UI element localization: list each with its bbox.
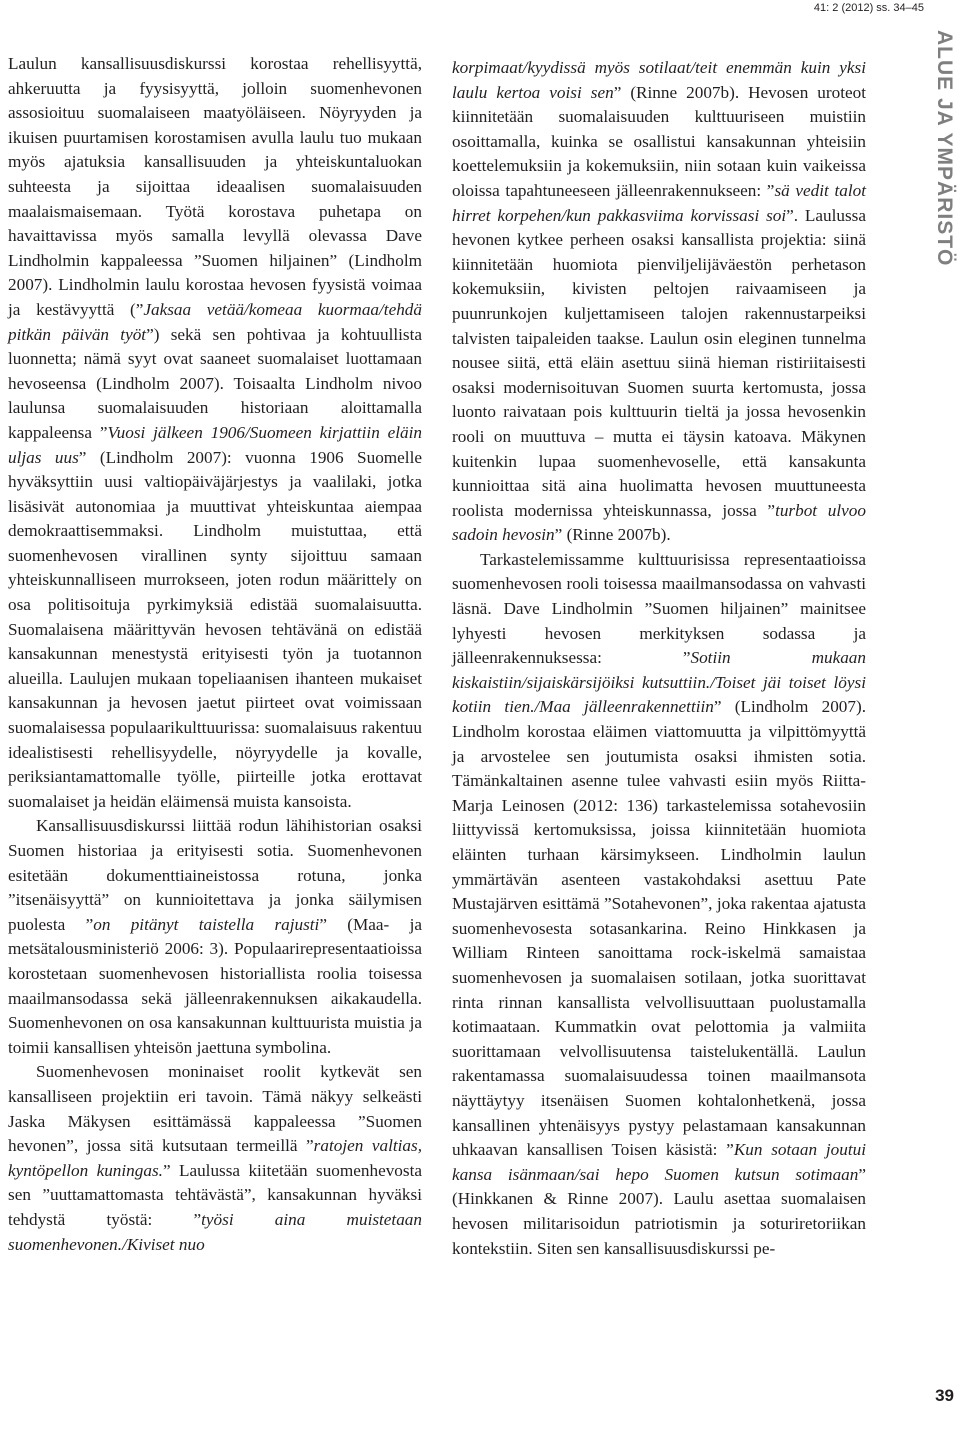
body-paragraph	[452, 56, 866, 548]
journal-citation: 41: 2 (2012) ss. 34–45	[813, 2, 924, 14]
text-run: ”) sekä sen pohtivaa ja kohtuullista luonnetta; nämä syyt ovat saaneet suomalaiset luottamaan hevoseensa (Lindholm 2007). Toisaalta Lindholm nivoo laulunsa suomalaisuuden historiaan aloittamalla kappaleensa ”	[8, 324, 422, 442]
text-run: ” (Rinne 2007b).	[554, 525, 671, 545]
text-run: Kansallisuusdiskurssi liittää rodun lähihistorian osaksi Suomen historiaa ja erityisesti sotia. Suomenhevonen esitetään dokumenttiaineistossa rotuna, jonka ”itsenäisyyttä” on kunnioitettava ja jonka säilymisen puolesta ”	[8, 816, 422, 934]
quoted-lyric: turbot ulvoo sadoin hevosin	[452, 500, 866, 545]
quoted-lyric: Kun sotaan joutui kansa isänmaan/sai hepo Suomen kutsun sotimaan	[452, 1140, 866, 1184]
body-paragraph	[452, 548, 866, 1261]
quoted-lyric: on pitänyt taistella rajusti	[93, 914, 320, 934]
text-run: Tarkastelemissamme kulttuurisissa representaatioissa suomenhevosen rooli toisessa maailmansodassa on vahvasti läsnä. Dave Lindholmin ”Suomen hiljainen” mainitsee lyhyesti hevosen merkityksen sodassa ja jälleenrakennuksessa: ”	[452, 549, 866, 668]
text-run: ” (Lindholm 2007). Lindholm korostaa eläimen viattomuutta ja vilpittömyyttä ja arvostelee sen joutumista osaksi ihmisten sotia. Tämänkaltainen asenne tulee vahvasti esiin myös Riitta-Marja Leinosen (2012: 136) tarkastelemissa sotahevosiin liittyvissä kertomuksissa, joissa kiinnitetään huomiota eläinten turhaan kärsimykseen. Lindholmin laulun ymmärtävän asenteen vastakohdaksi asettuu Pate Mustajärven esittämä ”Sotahevonen”, joka rakentaa ajatusta suomenhevosesta sotasankarina. Reino Hinkkasen ja William Rinteen sanoittama rock-iskelmä samaistaa suomenhevosen ja suomalaisen sotilaan, jotka suorittavat rinta rinnan kansallista velvollisuuttaan puolustamalla kotimaataan. Kummatkin ovat pelottomia ja valmiita suorittamaan velvollisuutensa taistelukentällä. Laulun rakentamassa suomalaisuudessa toinen maailmansota näyttäytyy itsenäisen Suomen kohtalonhetkenä, jossa kansallinen yhtenäisyys pystyy pelastamaan kansakunnan uhkaavan kansallisen Toisen käsistä: ”	[452, 697, 866, 1160]
quoted-lyric: Vuosi jälkeen 1906/Suomeen kirjattiin eläin uljas uus	[8, 422, 422, 467]
body-paragraph	[8, 1060, 422, 1257]
right-text-column	[452, 56, 866, 1261]
quoted-lyric: sä vedit talot hirret korpehen/kun pakkasviima korvissasi soi	[452, 180, 866, 225]
text-run: ” Laulussa kiitetään suomenhevosta sen ”uuttamattomasta tehtävästä”, kansakunnan hyväksi tehdystä työstä: ”	[8, 1160, 422, 1229]
quoted-lyric: Jaksaa vetää/komeaa kuormaa/tehdä pitkän päivän työt	[8, 299, 422, 344]
text-run: Suomenhevosen moninaiset roolit kytkevät sen kansalliseen projektiin eri tavoin. Tämä näkyy selkeästi Jaska Mäkysen esittämässä kappaleessa ”Suomen hevonen”, jossa sitä kutsutaan termeillä ”	[8, 1062, 422, 1156]
text-run: ” (Hinkkanen & Rinne 2007). Laulu asettaa suomalaisen hevosen militarisoidun patriotismin ja soturiretoriikan kontekstiin. Siten sen kansallisuusdiskurssi pe-	[452, 1164, 866, 1258]
body-paragraph	[8, 814, 422, 1060]
quoted-lyric: korpimaat/kyydissä myös sotilaat/teit enemmän kuin yksi laulu kertoa voisi sen	[452, 58, 866, 102]
text-run: Laulun kansallisuusdiskurssi korostaa rehellisyyttä, ahkeruutta ja fyysisyyttä, jolloin suomenhevonen assosioituu suomalaiseen maatyöläiseen. Nöyryyden ja ikuisen puurtamisen korostamisen avulla laulu tuo mukaan myös ajatuksia kansallisuuden ja yhteiskuntaluokan suhteesta ja sijoittaa ideaalisen suomalaisuuden maalaismaisemaan. Työtä korostava puhetapa on havaittavissa myös samalla levyllä olevassa Dave Lindholmin kappaleessa ”Suomen hiljainen” (Lindholm 2007). Lindholmin laulu korostaa hevosen fyysistä voimaa ja kestävyyttä (”	[8, 54, 422, 319]
quoted-lyric: työsi aina muistetaan suomenhevonen./Kiviset nuo	[8, 1209, 422, 1254]
quoted-lyric: Sotiin mukaan kiskaistiin/sijaiskärsijöiksi kutsuttiin./Toiset jäi toiset löysi kotiin tien./Maa jälleenrakennettiin	[452, 648, 866, 717]
page-number: 39	[935, 1386, 954, 1405]
text-run: ” (Maa- ja metsätalousministeriö 2006: 3). Populaarirepresentaatioissa korostetaan suomenhevosen historiallista roolia toisessa maailmansodassa sekä jälleenrakennuksen aikakaudella. Suomenhevonen on osa kansakunnan kulttuurista muistia ja toimii kansallisen yhteisön jaettuna symbolina.	[8, 914, 422, 1057]
text-run: ” (Rinne 2007b). Hevosen uroteot kiinnitetään suomalaisuuden kulttuuriseen muistiin osoittamalla, kuinka se osallistui kansakunnan yhteisiin koettelemuksiin ja kokemuksiin, niin sotaan kuin vaikeissa oloissa tapahtuneeseen jälleenrakennukseen: ”	[452, 82, 866, 200]
left-text-column	[8, 52, 422, 1257]
text-run: ” (Lindholm 2007): vuonna 1906 Suomelle hyväksyttiin uusi valtiopäiväjärjestys ja vaalilaki, jotka lisäsivät autonomiaa ja muuttivat yhteiskuntaa aiempaa demokraattisemmaksi. Lindholm muistuttaa, että suomenhevosen virallinen synty sijoittuu samaan yhteiskunnalliseen murrokseen, joten rodun määrittely on osa politisoituja pyrkimyksiä edistää suomalaisuutta. Suomalaisena määrittyvän hevosen tehtävänä on edistää kansakunnan menestystä erityisesti työn ja tuotannon alueilla. Laulujen mukaan topeliaanisen ihanteen mukaiset kansakunnan ja hevosen jaetut piirteet ovat voimissaan suomalaisessa populaarikulttuurissa: suomalaisuus rakentuu idealistisesti rehellisyydelle, nöyryydelle ja kovalle, periksiantamattomalle työlle, piirteille jotka erottavat suomalaiset ja heidän eläimensä muista kansoista.	[8, 447, 422, 811]
body-paragraph	[8, 52, 422, 814]
section-label: ALUE JA YMPÄRISTÖ	[933, 30, 956, 267]
text-run: ”. Laulussa hevonen kytkee perheen osaksi kansallista projektia: siinä kiinnitetään huomiota pienviljelijäväestön perhetason kokemuksiin, kivisten peltojen raivaamiseen ja puunrunkojen kuljettamiseen talojen rakennustarpeiksi talvisten taipaleiden taakse. Laulun osin eleginen tunnelma nousee siitä, että eläin asettuu siinä hieman ristiriitaisesti osaksi modernisoituvan Suomen suurta kertomusta, jossa luonto raivataan pois kulttuurin tieltä ja jossa hevosenkin rooli on muuttuva – mutta ei täysin katoava. Mäkynen kuitenkin lupaa suomenhevoselle, että kansakunta kunnioittaa sitä aina huolimatta hevosen muuttuneesta roolista modernissa yhteiskunnassa, jossa ”	[452, 205, 866, 520]
quoted-lyric: ratojen valtias, kyntöpellon kuningas.	[8, 1136, 422, 1180]
